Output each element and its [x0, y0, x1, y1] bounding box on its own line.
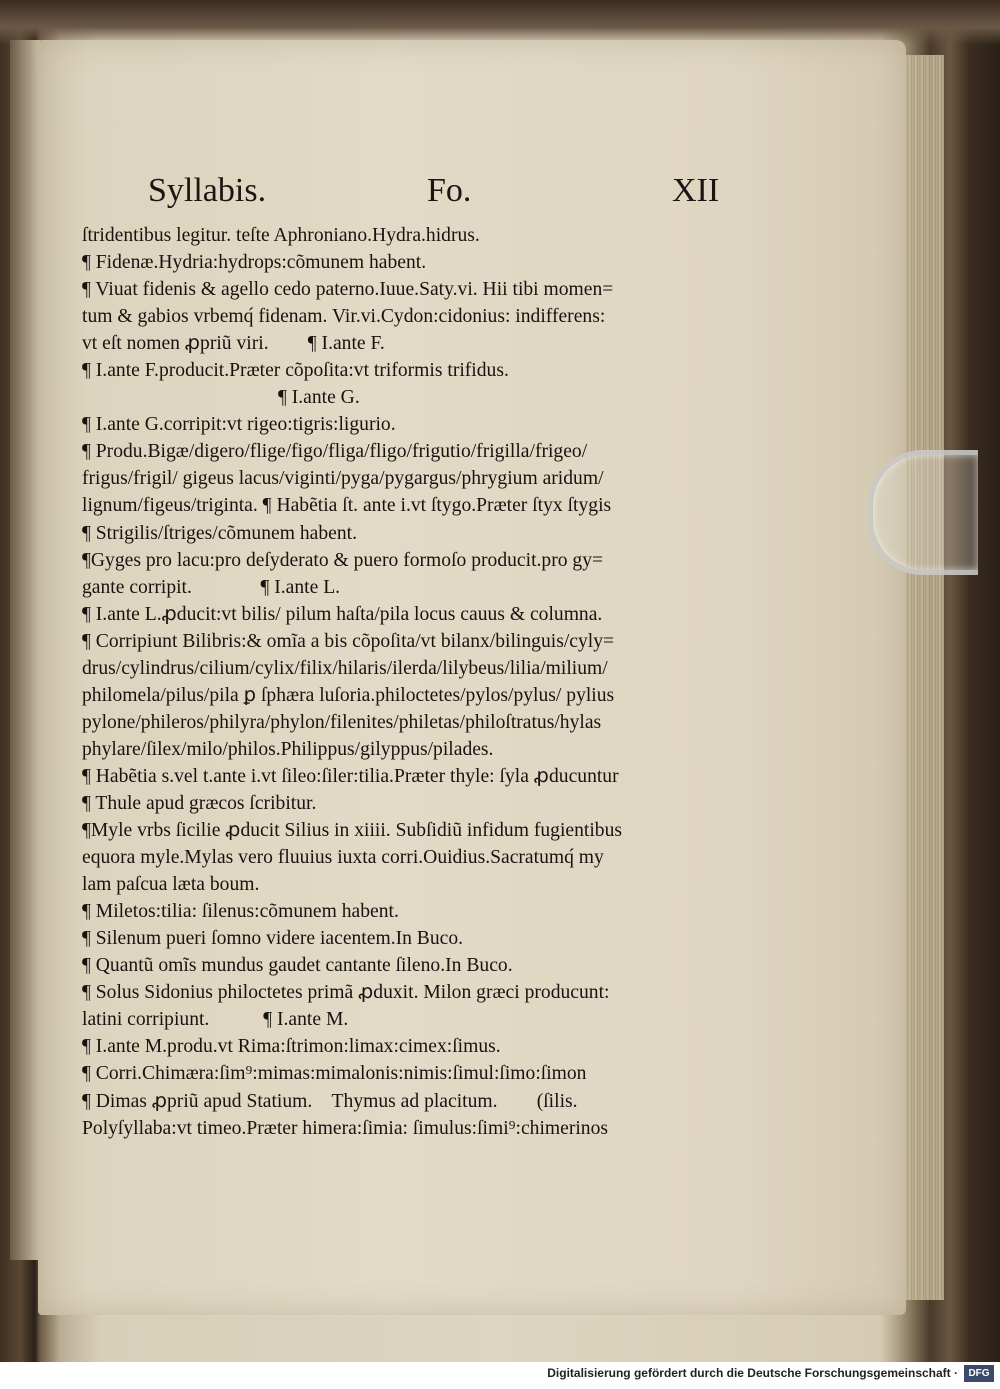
- text-line: tum & gabios vrbemq́ fidenam. Vir.vi.Cydon:cidonius: indifferens:: [82, 306, 606, 328]
- text-line: ¶ I.ante G.corripit:vt rigeo:tigris:ligurio.: [82, 414, 396, 436]
- text-line: equora myle.Mylas vero fluuius iuxta corri.Ouidius.Sacratumq́ my: [82, 847, 604, 869]
- text-line: pylone/phileros/philyra/phylon/filenites/philetas/philoſtratus/hylas: [82, 711, 602, 733]
- text-line: lam paſcua læta boum.: [82, 874, 260, 896]
- dfg-logo: DFG: [964, 1365, 994, 1382]
- text-line: gante corripit. ¶ I.ante L.: [82, 576, 341, 598]
- text-line: ¶ Viuat fidenis & agello cedo paterno.Iuue.Saty.vi. Hii tibi momen=: [82, 279, 614, 301]
- text-line: ¶ Solus Sidonius philoctetes primã ꝓduxit. Milon græci producunt:: [82, 982, 610, 1004]
- text-line: ſtridentibus legitur. teſte Aphroniano.Hydra.hidrus.: [82, 225, 480, 246]
- text-line: phylare/ſilex/milo/philos.Philippus/gilyppus/pilades.: [82, 738, 494, 760]
- text-line: ¶ I.ante F.producit.Præter cõpoſita:vt triformis trifidus.: [82, 360, 509, 382]
- text-line: ¶ Fidenæ.Hydria:hydrops:cõmunem habent.: [82, 252, 427, 274]
- text-line: ¶ Habẽtia s.vel t.ante i.vt ſileo:ſiler:tilia.Præter thyle: ſyla ꝓducuntur: [82, 765, 619, 787]
- text-line: ¶ Miletos:tilia: ſilenus:cõmunem habent.: [82, 901, 399, 923]
- text-line: ¶ Dimas ꝓpriũ apud Statium. Thymus ad placitum. (ſilis.: [82, 1090, 578, 1112]
- header-section-title: Syllabis.: [148, 172, 267, 209]
- text-line: ¶ Produ.Bigæ/digero/flige/figo/fliga/fligo/frigutio/frigilla/frigeo/: [82, 441, 588, 463]
- footer-bar: [0, 1362, 1000, 1389]
- text-line: lignum/figeus/triginta. ¶ Habẽtia ſt. ante i.vt ſtygo.Præter ſtyx ſtygis: [82, 495, 612, 517]
- header-folio-label: Fo.: [427, 172, 472, 209]
- text-line: drus/cylindrus/cilium/cylix/filix/hilaris/ilerda/lilybeus/lilia/milium/: [82, 657, 608, 679]
- text-line: ¶ Quantũ omĩs mundus gaudet cantante ſileno.In Buco.: [82, 955, 513, 977]
- running-header: [0, 172, 1000, 222]
- text-line: ¶ I.ante M.produ.vt Rima:ſtrimon:limax:cimex:ſimus.: [82, 1036, 501, 1058]
- page-body-text: [82, 222, 752, 1142]
- book-binding-top: [0, 0, 1000, 45]
- text-line: vt eſt nomen ꝓpriũ viri. ¶ I.ante F.: [82, 333, 385, 355]
- text-line: ¶ Strigilis/ſtriges/cõmunem habent.: [82, 522, 357, 544]
- left-page-edge: [10, 40, 40, 1260]
- text-line: frigus/frigil/ gigeus lacus/viginti/pyga/pygargus/phrygium aridum/: [82, 468, 604, 490]
- footer-credit: Digitalisierung gefördert durch die Deutsche Forschungsgemeinschaft ·: [547, 1366, 958, 1380]
- text-line: ¶Gyges pro lacu:pro deſyderato & puero formoſo producit.pro gy=: [82, 549, 604, 571]
- text-line: ¶ I.ante L.ꝓducit:vt bilis/ pilum haſta/pila locus cauus & columna.: [82, 603, 603, 625]
- text-line: ¶ Corripiunt Bilibris:& omĩa a bis cõpoſita/vt bilanx/bilinguis/cyly=: [82, 630, 615, 652]
- text-line: philomela/pilus/pila ꝑ ſphæra luſoria.philoctetes/pylos/pylus/ pylius: [82, 684, 615, 706]
- text-line: latini corripiunt. ¶ I.ante M.: [82, 1009, 349, 1031]
- text-line: ¶ I.ante G.: [82, 387, 360, 409]
- text-line: Polyſyllaba:vt timeo.Præter himera:ſimia: ſimulus:ſimi⁹:chimerinos: [82, 1117, 609, 1139]
- text-line: ¶ Thule apud græcos ſcribitur.: [82, 792, 317, 814]
- text-line: ¶ Silenum pueri ſomno videre iacentem.In Buco.: [82, 928, 464, 950]
- text-line: ¶Myle vrbs ſicilie ꝓducit Silius in xiiii. Subſidiũ infidum fugientibus: [82, 820, 623, 842]
- page-stack-edge: [906, 55, 944, 1300]
- header-folio-number: XII: [672, 172, 720, 209]
- text-line: ¶ Corri.Chimæra:ſim⁹:mimas:mimalonis:nimis:ſimul:ſimo:ſimon: [82, 1063, 587, 1085]
- page-clip: [868, 450, 978, 575]
